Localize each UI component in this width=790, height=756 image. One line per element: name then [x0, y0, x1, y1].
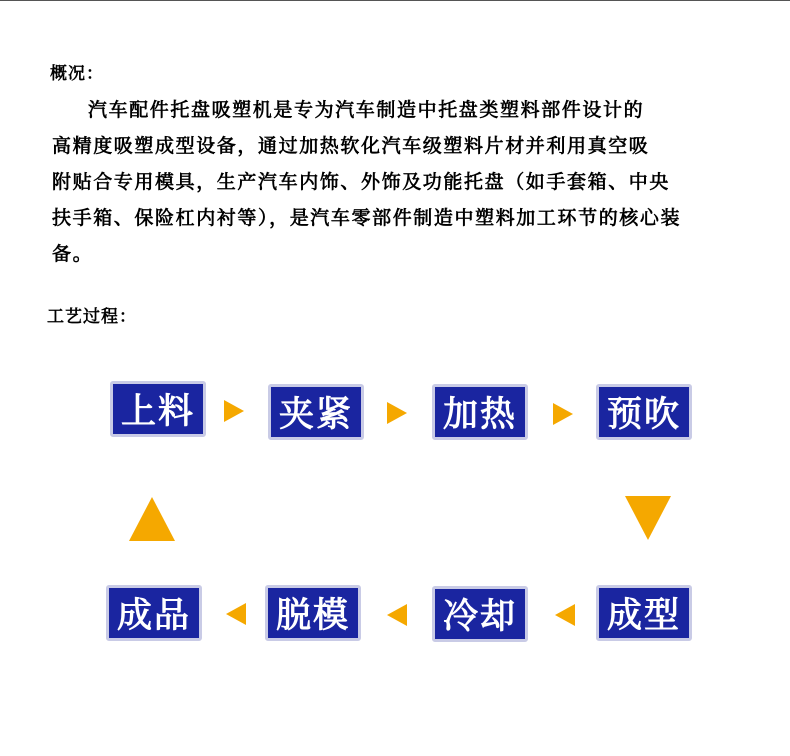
paragraph-line: 汽车配件托盘吸塑机是专为汽车制造中托盘类塑料部件设计的 [88, 99, 645, 121]
arrow-right-icon [387, 402, 407, 424]
arrow-left-icon [226, 603, 246, 625]
paragraph-line: 备。 [52, 243, 94, 265]
overview-heading: 概况： [50, 64, 104, 84]
step-loading: 上料 [110, 381, 206, 437]
arrow-down-icon [625, 496, 671, 540]
paragraph-line: 附贴合专用模具，生产汽车内饰、外饰及功能托盘（如手套箱、中央 [52, 171, 671, 193]
overview-paragraph [52, 92, 790, 272]
step-finished-product: 成品 [106, 585, 202, 641]
process-heading: 工艺过程： [47, 307, 137, 327]
arrow-left-icon [387, 604, 407, 626]
step-clamping: 夹紧 [268, 384, 364, 440]
step-heating: 加热 [432, 384, 528, 440]
arrow-left-icon [555, 604, 575, 626]
step-demolding: 脱模 [265, 585, 361, 641]
paragraph-line: 高精度吸塑成型设备，通过加热软化汽车级塑料片材并利用真空吸 [52, 135, 650, 157]
step-cooling: 冷却 [432, 586, 528, 642]
step-preblowing: 预吹 [596, 384, 692, 440]
paragraph-line: 扶手箱、保险杠内衬等），是汽车零部件制造中塑料加工环节的核心装 [52, 207, 682, 229]
arrow-right-icon [224, 400, 244, 422]
arrow-up-icon [129, 497, 175, 541]
arrow-right-icon [553, 403, 573, 425]
step-forming: 成型 [596, 585, 692, 641]
top-divider [0, 0, 790, 1]
